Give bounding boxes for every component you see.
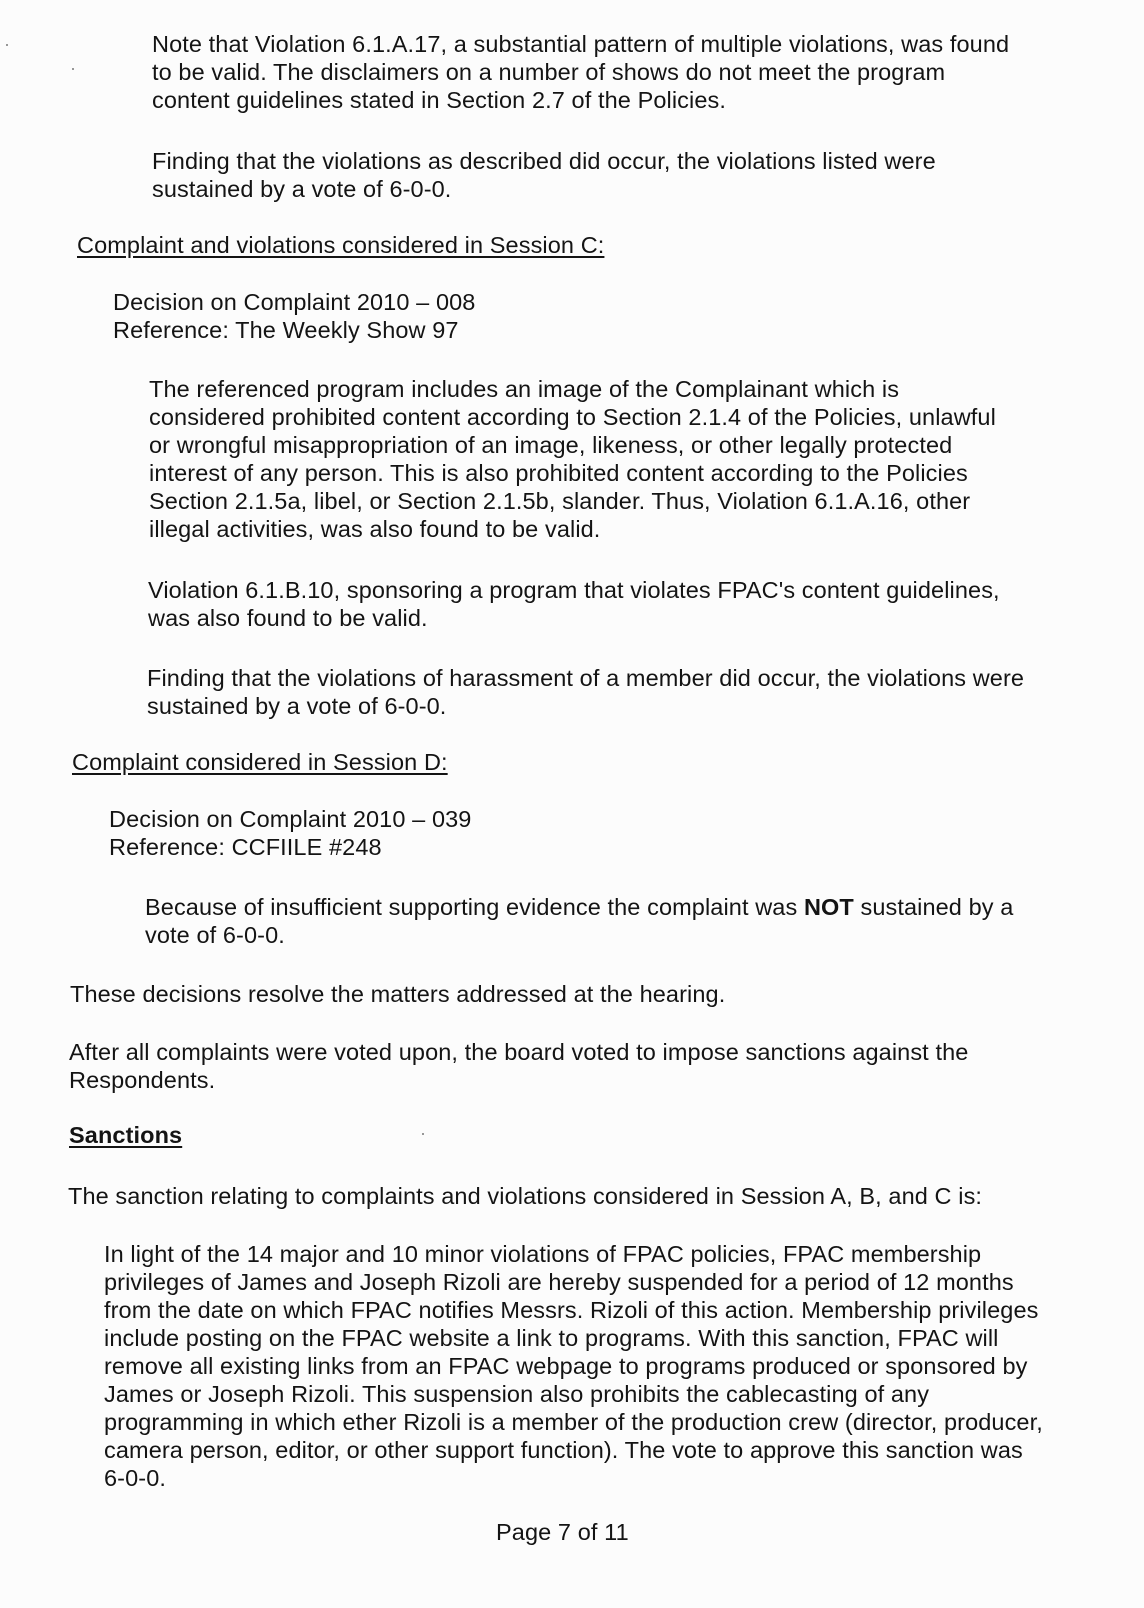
- paragraph-violation-17: Note that Violation 6.1.A.17, a substantial pattern of multiple violations, was found to be valid. The disclaimers on a number of shows do not meet the program content guidelines stated in Section 2.7 of the Policies.: [152, 31, 1010, 113]
- scan-speck: [422, 1133, 424, 1135]
- paragraph-sanction-details: In light of the 14 major and 10 minor violations of FPAC policies, FPAC membership privileges of James and Joseph Rizoli are hereby suspended for a period of 12 months from the date on which FPAC notifies Messrs. Rizoli of this action. Membership privileges include posting on the FPAC website a link to programs. With this sanction, FPAC will remove all existing links from an FPAC webpage to programs produced or sponsored by James or Joseph Rizoli. This suspension also prohibits the cablecasting of any programming in which ether Rizoli is a member of the production crew (director, producer, camera person, editor, or other support function). The vote to approve this sanction was 6-0-0.: [104, 1241, 1043, 1491]
- decision-session-d: Decision on Complaint 2010 – 039 Reference: CCFIILE #248: [109, 806, 472, 860]
- paragraph-resolve: These decisions resolve the matters addressed at the hearing.: [70, 981, 726, 1007]
- heading-sanctions: Sanctions: [69, 1122, 183, 1148]
- heading-session-c: Complaint and violations considered in Session C:: [77, 232, 605, 258]
- insufficient-text-end: sustained by a vote of 6-0-0.: [145, 894, 1014, 948]
- insufficient-text-not: NOT: [803, 894, 854, 920]
- page-number: Page 7 of 11: [496, 1519, 629, 1545]
- paragraph-insufficient-evidence: [145, 893, 1105, 949]
- heading-session-d: Complaint considered in Session D:: [72, 749, 448, 775]
- paragraph-after-vote: After all complaints were voted upon, the board voted to impose sanctions against the Respondents.: [69, 1039, 969, 1093]
- decision-session-c: Decision on Complaint 2010 – 008 Reference: The Weekly Show 97: [113, 289, 476, 343]
- insufficient-text-start: Because of insufficient supporting evidence the complaint was: [145, 894, 804, 920]
- paragraph-violation-b10: Violation 6.1.B.10, sponsoring a program that violates FPAC's content guidelines, was also found to be valid.: [148, 577, 1000, 631]
- paragraph-sanction-intro: The sanction relating to complaints and violations considered in Session A, B, and C is:: [68, 1183, 983, 1209]
- scan-speck: [72, 68, 74, 70]
- paragraph-referenced-program: The referenced program includes an image of the Complainant which is considered prohibited content according to Section 2.1.4 of the Policies, unlawful or wrongful misappropriation of an image, likeness, or other legally protected interest of any person. This is also prohibited content according to the Policies Section 2.1.5a, libel, or Section 2.1.5b, slander. Thus, Violation 6.1.A.16, other illegal activities, was also found to be valid.: [149, 376, 996, 542]
- scan-speck: [6, 44, 8, 46]
- paragraph-finding-sustained: Finding that the violations as described did occur, the violations listed were sustained by a vote of 6-0-0.: [152, 148, 936, 202]
- paragraph-finding-harassment: Finding that the violations of harassment of a member did occur, the violations were sustained by a vote of 6-0-0.: [147, 665, 1025, 719]
